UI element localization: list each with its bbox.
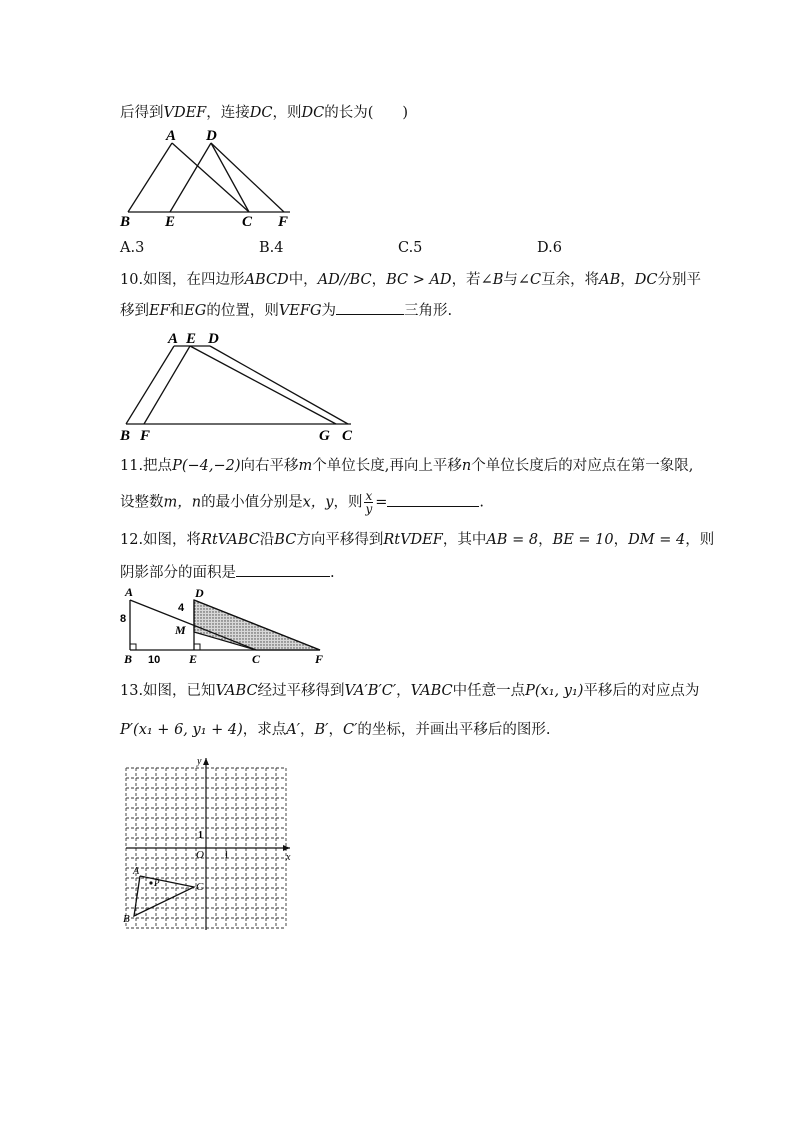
q11-text: 个单位长度后的对应点在第一象限,: [471, 458, 694, 474]
q10-text: 分别平: [657, 272, 701, 288]
q12-text: .: [330, 565, 335, 581]
q10-question-line2: [120, 300, 452, 321]
q12-text: 12.如图，将: [120, 532, 202, 548]
q13-label-a: A: [133, 866, 140, 877]
q13-text: 经过平移得到: [257, 683, 345, 699]
q9-question-line: [120, 103, 408, 123]
q12-segment: BC: [274, 532, 297, 548]
q12-text: 阴影部分的面积是: [120, 565, 236, 581]
q11-answer-blank[interactable]: [387, 492, 479, 507]
q10-segment: AB: [599, 272, 621, 288]
q10-text: 为: [321, 303, 337, 319]
q12-triangle: RtVABC: [201, 532, 260, 548]
q12-label-f: F: [315, 652, 324, 666]
q10-label-e: E: [186, 331, 197, 347]
q13-label-c: C: [196, 881, 204, 893]
q12-given: DM = 4: [628, 532, 686, 548]
q9-segment: DC: [301, 105, 325, 121]
q12-label-b: B: [124, 652, 133, 666]
q11-denominator: y: [365, 502, 373, 516]
q13-image-point: P′(x₁ + 6, y₁ + 4): [120, 722, 243, 738]
q12-label-m: M: [175, 623, 186, 637]
q12-length-be: 10: [148, 654, 161, 666]
q10-text: 与: [503, 272, 518, 288]
q12-length-ab: 8: [120, 613, 127, 625]
q10-segment: EG: [184, 303, 207, 319]
q10-label-b: B: [120, 428, 131, 444]
q10-figure: [118, 328, 363, 444]
q9-text: ，则: [272, 105, 302, 121]
q10-text: 三角形.: [404, 303, 453, 319]
q9-text: 的长为( ): [324, 105, 409, 121]
q12-question-line1: [120, 530, 714, 550]
q12-answer-blank[interactable]: [236, 562, 330, 577]
q10-triangle: VEFG: [278, 303, 322, 319]
q13-triangle: VABC: [410, 683, 453, 699]
q13-coordinate-grid: [118, 752, 300, 932]
q12-text: ，: [613, 532, 629, 548]
q10-text: 的位置，则: [206, 303, 279, 319]
q10-label-f: F: [140, 428, 151, 444]
q13-text: ，求点: [242, 722, 287, 738]
q9-segment: DC: [249, 105, 273, 121]
q11-equals: =: [375, 494, 388, 511]
q12-text: 方向平移得到: [296, 532, 384, 548]
q10-label-d: D: [208, 331, 219, 347]
q10-inequality: BC > AD: [386, 272, 452, 288]
q11-var-n: n: [461, 458, 472, 474]
q10-text: 和: [169, 303, 185, 319]
q13-point-c-prime: C′: [342, 722, 358, 738]
q12-label-d: D: [195, 586, 204, 600]
q10-label-c: C: [342, 428, 353, 444]
q10-angle-b: ∠B: [480, 272, 504, 288]
q13-point: P(x₁, y₁): [525, 683, 584, 699]
q11-text: ，则: [333, 494, 363, 511]
q11-vars: x，y: [302, 494, 334, 511]
q9-label-b: B: [120, 214, 131, 230]
q9-label-a: A: [166, 128, 177, 144]
q9-option-a[interactable]: A.3: [120, 240, 145, 256]
q12-given: BE = 10: [552, 532, 614, 548]
q12-label-a: A: [125, 585, 134, 599]
q13-unit-y: 1: [198, 830, 203, 841]
q10-label-a: A: [168, 331, 179, 347]
q12-triangle: RtVDEF: [383, 532, 443, 548]
q10-answer-blank[interactable]: [336, 300, 404, 315]
q12-figure: [116, 584, 331, 666]
q11-point: P(−4,−2): [172, 458, 241, 474]
q13-text: ，: [396, 683, 411, 699]
q10-label-g: G: [319, 428, 330, 444]
q13-triangle: VABC: [215, 683, 258, 699]
q11-text: 11.把点: [120, 458, 173, 474]
q10-text: ，若: [451, 272, 481, 288]
q9-option-d[interactable]: D.6: [537, 240, 562, 256]
q12-question-line2: [120, 562, 335, 583]
q12-text: 沿: [259, 532, 275, 548]
q13-point-b-prime: B′: [314, 722, 329, 738]
q12-label-c: C: [252, 652, 261, 666]
q11-question-line2: [120, 490, 484, 515]
q10-angle-c: ∠C: [517, 272, 542, 288]
q13-text: 13.如图，已知: [120, 683, 216, 699]
q11-numerator: x: [365, 489, 373, 503]
q9-label-f: F: [278, 214, 289, 230]
q13-triangle-image: VA′B′C′: [344, 683, 397, 699]
q10-segment: DC: [634, 272, 658, 288]
q13-label-p: P: [154, 878, 160, 888]
q13-origin: O: [196, 849, 204, 861]
q9-label-c: C: [242, 214, 253, 230]
q11-text: 个单位长度,再向上平移: [312, 458, 462, 474]
q13-text: 的坐标，并画出平移后的图形.: [357, 722, 551, 738]
q11-text: 的最小值分别是: [201, 494, 303, 511]
q12-text: ，: [538, 532, 553, 548]
q12-given: AB = 8: [486, 532, 539, 548]
q9-option-b[interactable]: B.4: [259, 240, 284, 256]
q12-label-e: E: [189, 652, 198, 666]
q10-text: ，: [620, 272, 635, 288]
q10-segment: EF: [149, 303, 170, 319]
q13-text: ，: [300, 722, 315, 738]
q11-text: .: [479, 494, 485, 511]
q10-text: 中，: [288, 272, 318, 288]
q13-label-b: B: [123, 913, 130, 925]
q13-axis-x: x: [286, 852, 291, 863]
q11-var-m: m: [298, 458, 313, 474]
q9-text: 后得到: [120, 105, 164, 121]
q10-parallel: AD//BC: [317, 272, 372, 288]
q11-question-line1: [120, 456, 693, 476]
q13-text: 中任意一点: [452, 683, 526, 699]
q12-text: ，则: [685, 532, 715, 548]
q12-text: ，其中: [442, 532, 487, 548]
q10-quad: ABCD: [244, 272, 289, 288]
q10-text: ，: [371, 272, 387, 288]
q10-question-line1: [120, 270, 701, 290]
q13-question-line2: [120, 720, 550, 740]
q11-fraction: [364, 490, 373, 515]
q11-vars: m，n: [163, 494, 202, 511]
q11-text: 向右平移: [240, 458, 299, 474]
q9-option-c[interactable]: C.5: [398, 240, 423, 256]
q9-triangle: VDEF: [163, 105, 207, 121]
q10-text: 移到: [120, 303, 149, 319]
q13-unit-x: 1: [224, 850, 229, 861]
q13-point-a-prime: A′: [286, 722, 301, 738]
q13-question-line1: [120, 681, 699, 701]
q10-text: 10.如图，在四边形: [120, 272, 245, 288]
q12-length-dm: 4: [178, 602, 185, 614]
q13-axis-y: y: [197, 756, 202, 767]
q13-text: 平移后的对应点为: [583, 683, 700, 699]
q9-text: ，连接: [206, 105, 250, 121]
q9-label-d: D: [206, 128, 217, 144]
q11-text: 设整数: [120, 494, 164, 511]
q13-text: ，: [328, 722, 343, 738]
q9-figure: [118, 128, 303, 230]
q10-text: 互余，将: [541, 272, 600, 288]
q9-label-e: E: [165, 214, 176, 230]
